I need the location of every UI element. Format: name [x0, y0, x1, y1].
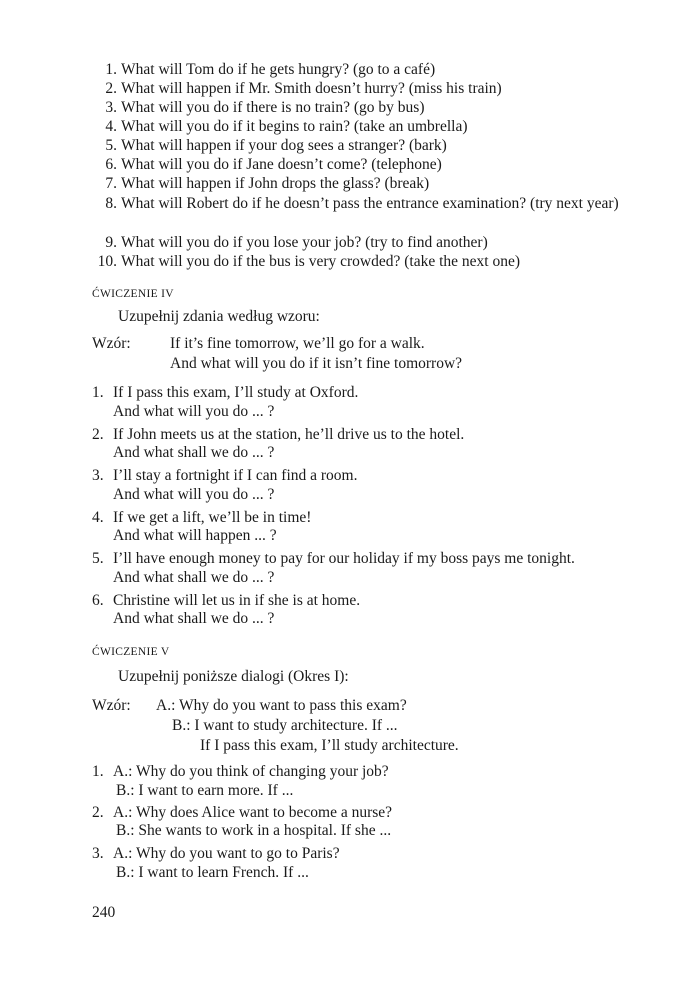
question-text: What will Tom do if he gets hungry? (go to a café)	[121, 61, 436, 78]
item-number: 5.	[92, 550, 104, 567]
item-prompt: And what will you do ... ?	[113, 403, 275, 420]
item-number: 3.	[92, 845, 104, 862]
question-number: 5.	[105, 137, 117, 154]
model-dialogue-a: A.: Why do you want to pass this exam?	[156, 697, 407, 714]
item-prompt: And what shall we do ... ?	[113, 610, 275, 627]
question-text: What will Robert do if he doesn’t pass the entrance examination? (try next year)	[121, 195, 619, 212]
item-sentence: If John meets us at the station, he’ll drive us to the hotel.	[113, 426, 465, 443]
item-number: 6.	[92, 592, 104, 609]
item-prompt: And what shall we do ... ?	[113, 569, 275, 586]
item-number: 1.	[92, 763, 104, 780]
model-question: And what will you do if it isn’t fine tomorrow?	[170, 355, 463, 372]
question-number: 4.	[105, 118, 117, 135]
item-prompt: And what will happen ... ?	[113, 527, 277, 544]
item-prompt: And what will you do ... ?	[113, 486, 275, 503]
question-number: 10.	[97, 253, 117, 270]
item-sentence: Christine will let us in if she is at home.	[113, 592, 361, 609]
question-number: 9.	[105, 234, 117, 251]
exercise-4-instruction: Uzupełnij zdania według wzoru:	[118, 308, 320, 325]
question-text: What will you do if it begins to rain? (take an umbrella)	[121, 118, 468, 135]
question-text: What will you do if Jane doesn’t come? (telephone)	[121, 156, 442, 173]
item-prompt: And what shall we do ... ?	[113, 444, 275, 461]
dialogue-line-a: A.: Why do you think of changing your job?	[113, 763, 389, 780]
question-text: What will you do if the bus is very crowded? (take the next one)	[121, 253, 521, 270]
dialogue-line-b: B.: I want to learn French. If ...	[116, 864, 309, 881]
page-number: 240	[92, 904, 116, 921]
question-number: 7.	[105, 175, 117, 192]
model-label: Wzór:	[92, 335, 131, 352]
question-number: 2.	[105, 80, 117, 97]
exercise-5-instruction: Uzupełnij poniższe dialogi (Okres I):	[118, 668, 349, 685]
question-text: What will you do if there is no train? (go by bus)	[121, 99, 425, 116]
question-number: 3.	[105, 99, 117, 116]
dialogue-line-a: A.: Why does Alice want to become a nurse?	[113, 804, 393, 821]
item-number: 2.	[92, 804, 104, 821]
question-number: 8.	[105, 195, 117, 212]
item-sentence: I’ll have enough money to pay for our holiday if my boss pays me tonight.	[113, 550, 575, 567]
question-number: 6.	[105, 156, 117, 173]
question-text: What will you do if you lose your job? (try to find another)	[121, 234, 488, 251]
item-number: 2.	[92, 426, 104, 443]
dialogue-line-b: B.: She wants to work in a hospital. If she ...	[116, 822, 392, 839]
model-dialogue-b: B.: I want to study architecture. If ...	[172, 717, 398, 734]
question-number: 1.	[105, 61, 117, 78]
question-text: What will happen if John drops the glass? (break)	[121, 175, 430, 192]
dialogue-line-a: A.: Why do you want to go to Paris?	[113, 845, 340, 862]
question-text: What will happen if your dog sees a stranger? (bark)	[121, 137, 447, 154]
exercise-5-heading: ĆWICZENIE V	[92, 646, 170, 658]
item-sentence: If I pass this exam, I’ll study at Oxford.	[113, 384, 359, 401]
item-sentence: If we get a lift, we’ll be in time!	[113, 509, 312, 526]
item-number: 3.	[92, 467, 104, 484]
question-text: What will happen if Mr. Smith doesn’t hurry? (miss his train)	[121, 80, 502, 97]
model-sentence: If it’s fine tomorrow, we’ll go for a walk.	[170, 335, 425, 352]
item-sentence: I’ll stay a fortnight if I can find a room.	[113, 467, 358, 484]
dialogue-line-b: B.: I want to earn more. If ...	[116, 782, 294, 799]
item-number: 1.	[92, 384, 104, 401]
item-number: 4.	[92, 509, 104, 526]
model-answer: If I pass this exam, I’ll study architecture.	[200, 737, 459, 754]
model-label: Wzór:	[92, 697, 131, 714]
exercise-4-heading: ĆWICZENIE IV	[92, 288, 174, 300]
